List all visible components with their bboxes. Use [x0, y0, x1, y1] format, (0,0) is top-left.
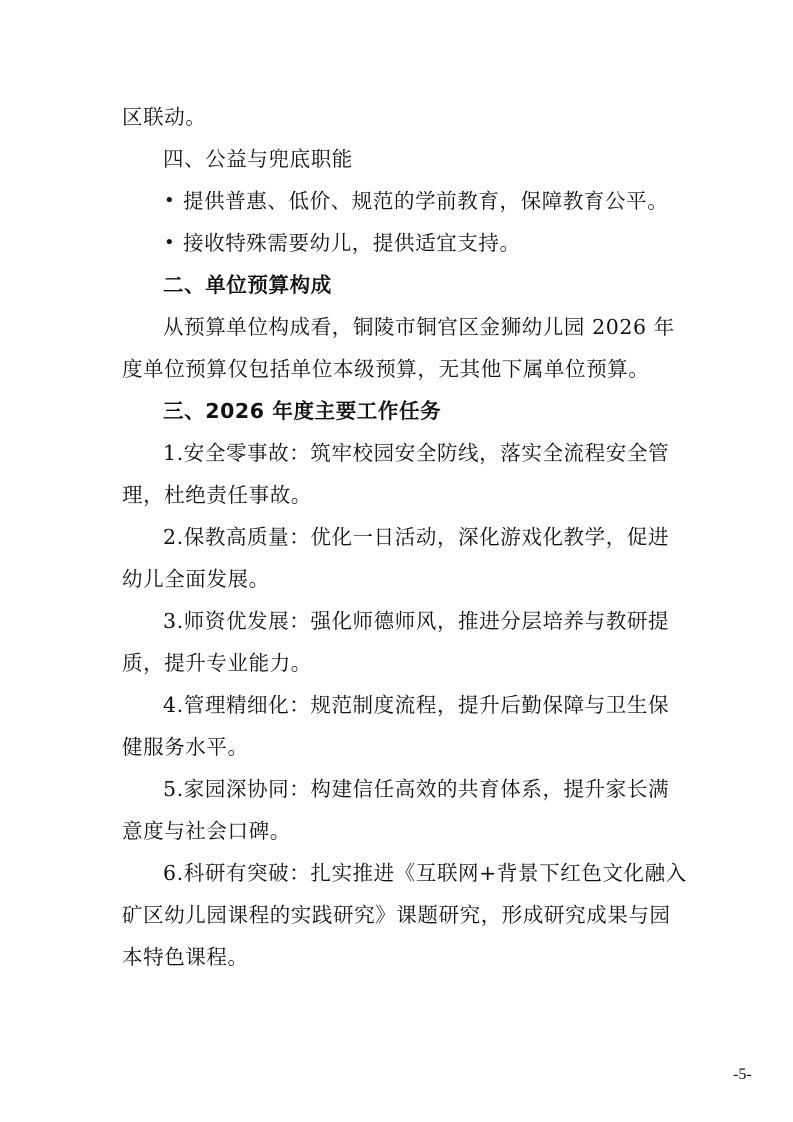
page-number: -5- [733, 1066, 752, 1083]
task-item-continuation: 健服务水平。 [122, 735, 249, 759]
task-item-continuation: 意度与社会口碑。 [122, 819, 291, 843]
section-heading: 四、公益与兜底职能 [163, 147, 353, 171]
task-item: 5.家园深协同：构建信任高效的共育体系，提升家长满 [163, 777, 670, 801]
task-item-continuation: 理，杜绝责任事故。 [122, 483, 312, 507]
task-item-continuation: 矿区幼儿园课程的实践研究》课题研究，形成研究成果与园 [122, 903, 671, 927]
task-item-continuation: 本特色课程。 [122, 945, 249, 969]
task-item: 2.保教高质量：优化一日活动，深化游戏化教学，促进 [163, 525, 670, 549]
section-heading-tasks: 三、2026 年度主要工作任务 [163, 399, 442, 423]
bullet-item: 提供普惠、低价、规范的学前教育，保障教育公平。 [183, 189, 669, 213]
task-item: 3.师资优发展：强化师德师风，推进分层培养与教研提 [163, 609, 670, 633]
bullet-icon: • [164, 190, 175, 211]
paragraph-line: 区联动。 [122, 105, 207, 129]
task-item-continuation: 质，提升专业能力。 [122, 651, 312, 675]
bullet-icon: • [164, 232, 175, 253]
section-heading-budget: 二、单位预算构成 [163, 273, 332, 297]
task-item: 6.科研有突破：扎实推进《互联网+背景下红色文化融入 [163, 861, 687, 885]
task-item: 4.管理精细化：规范制度流程，提升后勤保障与卫生保 [163, 693, 670, 717]
paragraph-line: 从预算单位构成看，铜陵市铜官区金狮幼儿园 2026 年 [163, 315, 675, 339]
bullet-item: 接收特殊需要幼儿，提供适宜支持。 [183, 231, 521, 255]
task-item: 1.安全零事故：筑牢校园安全防线，落实全流程安全管 [163, 441, 670, 465]
paragraph-line: 度单位预算仅包括单位本级预算，无其他下属单位预算。 [122, 357, 650, 381]
task-item-continuation: 幼儿全面发展。 [122, 567, 270, 591]
